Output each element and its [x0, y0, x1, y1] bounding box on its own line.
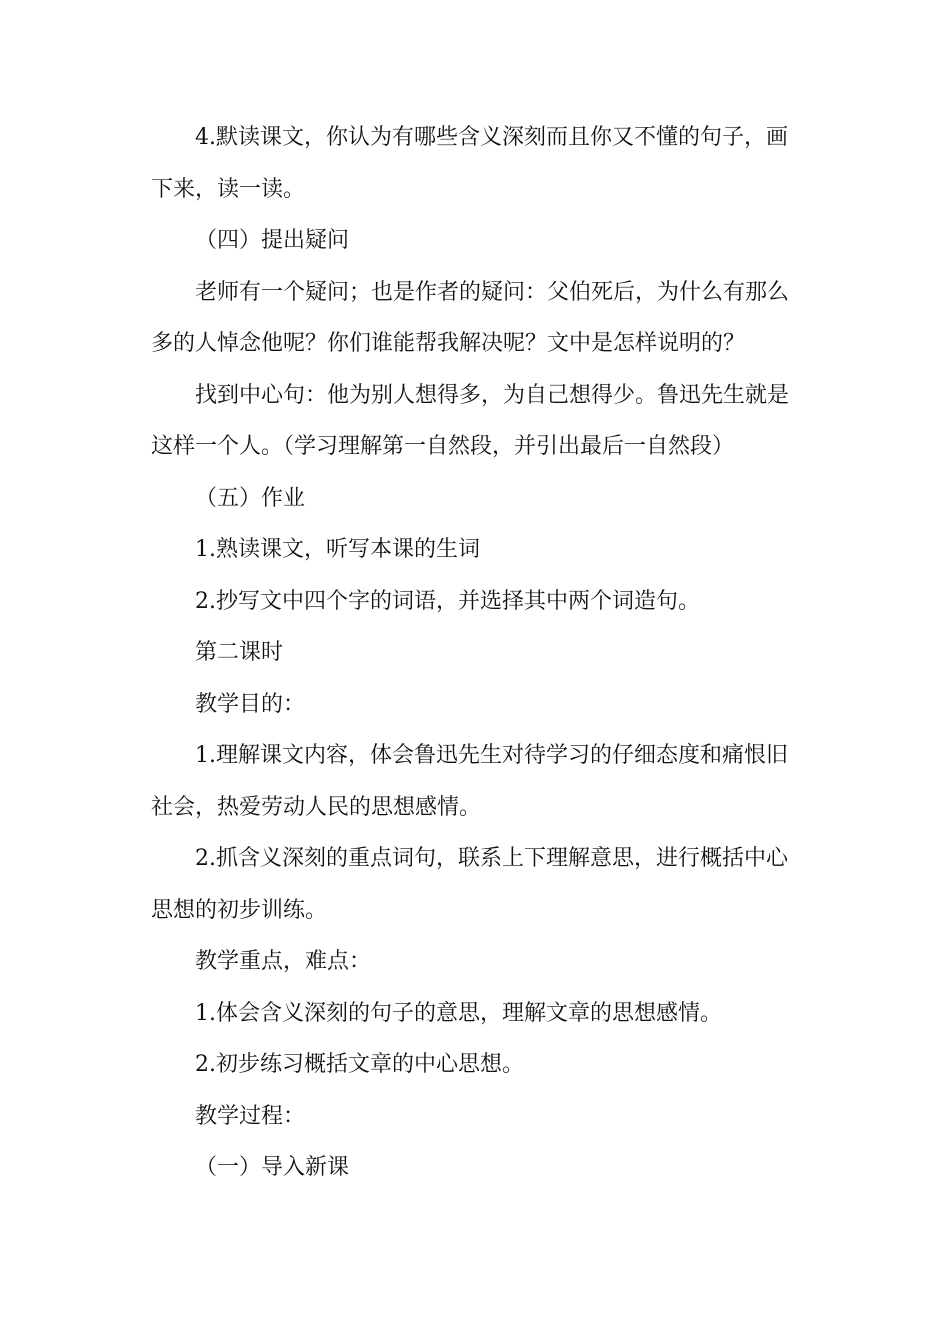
- paragraph-goal-1: 1.理解课文内容，体会鲁迅先生对待学习的仔细态度和痛恨旧社会，热爱劳动人民的思想感情。: [151, 743, 788, 820]
- paragraph-homework-2: 2.抄写文中四个字的词语，并选择其中两个词造句。: [195, 588, 700, 614]
- paragraph-teaching-goals: 教学目的：: [195, 691, 306, 717]
- paragraph-key-point-1: 1.体会含义深刻的句子的意思，理解文章的思想感情。: [195, 1000, 722, 1026]
- paragraph-goal-2: 2.抓含义深刻的重点词句，联系上下理解意思，进行概括中心思想的初步训练。: [151, 846, 788, 923]
- paragraph-central-sentence: 找到中心句：他为别人想得多，为自己想得少。鲁迅先生就是这样一个人。（学习理解第一自然段，并引出最后一自然段）: [151, 382, 790, 459]
- paragraph-key-points: 教学重点，难点：: [195, 949, 372, 974]
- paragraph-step-4: 4.默读课文，你认为有哪些含义深刻而且你又不懂的句子，画下来，读一读。: [151, 125, 788, 202]
- paragraph-teacher-question: 老师有一个疑问；也是作者的疑问：父伯死后，为什么有那么多的人悼念他呢？你们谁能帮我解决呢？文中是怎样说明的？: [151, 279, 790, 356]
- paragraph-homework-1: 1.熟读课文，听写本课的生词: [195, 537, 480, 562]
- paragraph-teaching-process: 教学过程：: [195, 1103, 306, 1129]
- heading-introduction: （一）导入新课: [195, 1155, 350, 1180]
- heading-raise-questions: （四）提出疑问: [195, 228, 350, 253]
- paragraph-key-point-2: 2.初步练习概括文章的中心思想。: [195, 1052, 524, 1077]
- paragraph-second-lesson: 第二课时: [195, 640, 284, 665]
- document-page: [151, 112, 801, 1194]
- heading-homework: （五）作业: [195, 485, 306, 511]
